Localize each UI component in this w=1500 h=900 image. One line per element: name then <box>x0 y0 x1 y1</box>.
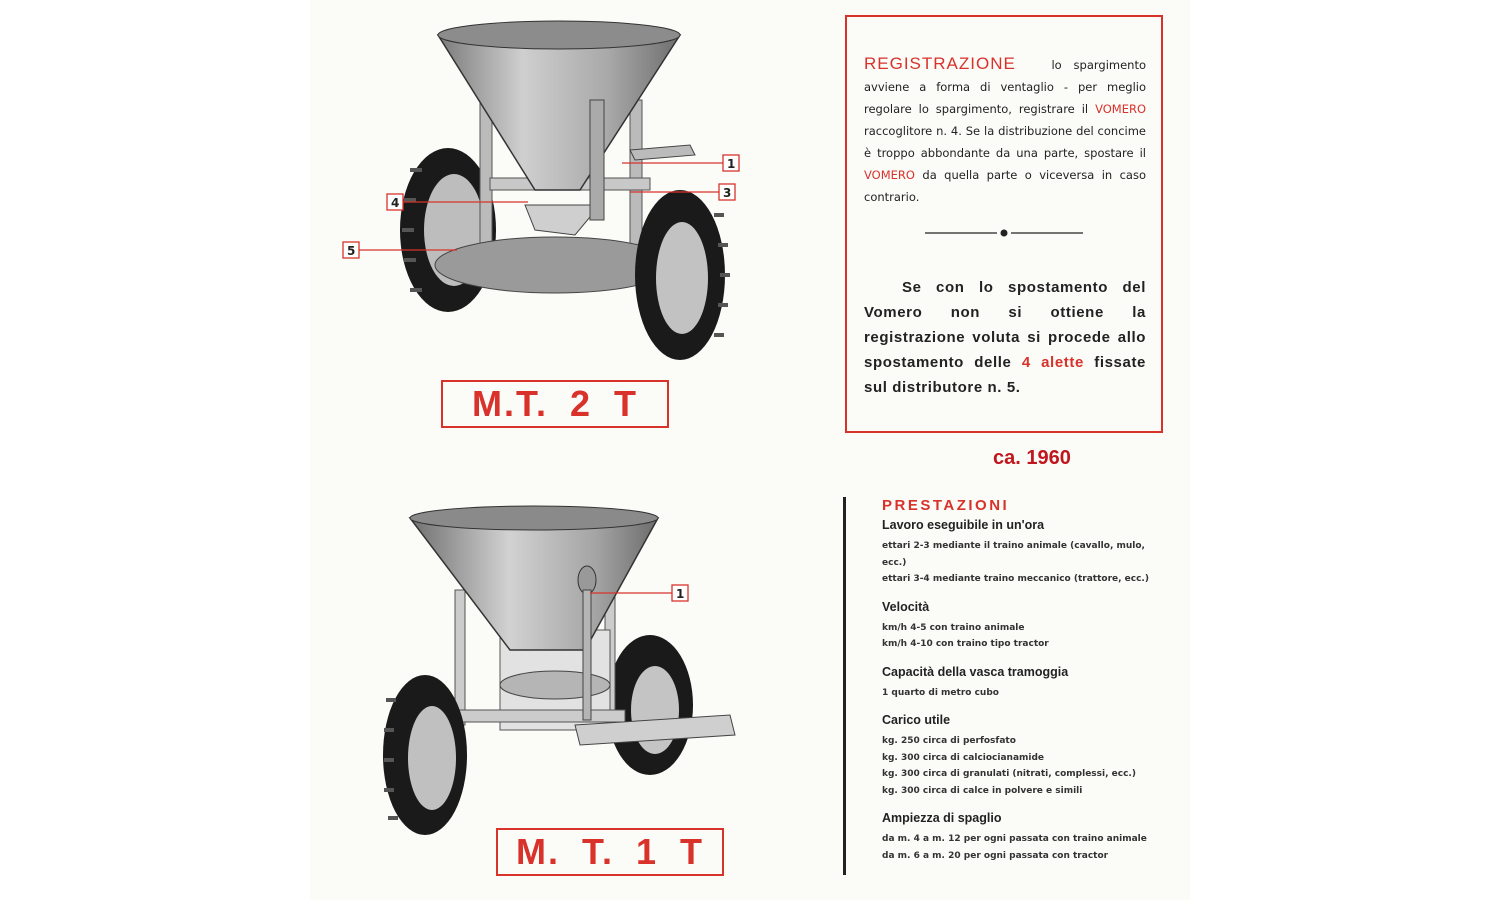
section-line: da m. 4 a m. 12 per ogni passata con traino animale <box>882 834 1147 844</box>
alette-text-a: Se con lo spostamento del Vomero non si ottiene la registrazione voluta si procede allo spostamento delle <box>864 279 1146 371</box>
callout-4-top-label: 4 <box>391 196 400 210</box>
registrazione-text-b: raccoglitore n. 4. Se la distribuzione del concime è troppo abbondante da una parte, spostare il <box>864 124 1146 160</box>
section-line: da m. 6 a m. 20 per ogni passata con tractor <box>882 850 1109 861</box>
callouts-top <box>330 140 750 270</box>
prestazioni-section <box>882 600 1173 653</box>
section-line: kg. 300 circa di granulati (nitrati, complessi, ecc.) <box>882 769 1136 779</box>
model-label-mt2t: M.T. 2 T <box>441 380 669 428</box>
section-heading: Lavoro eseguibile in un'ora <box>882 518 1045 532</box>
prestazioni-section <box>882 811 1173 864</box>
model-label-mt1t: M. T. 1 T <box>496 828 724 876</box>
section-heading: Ampiezza di spaglio <box>882 811 1002 825</box>
year-annotation: ca. 1960 <box>993 447 1071 469</box>
alette-highlight: 4 alette <box>1021 354 1084 371</box>
section-line: ettari 2-3 mediante il traino animale (cavallo, mulo, ecc.) <box>882 541 1145 568</box>
prestazioni-section <box>882 665 1173 702</box>
spreader-photo-mt1t <box>380 500 760 835</box>
callouts-bottom <box>580 580 700 610</box>
alette-paragraph <box>864 275 1146 400</box>
section-line: km/h 4-5 con traino animale <box>882 622 1025 633</box>
vomero-highlight-1: VOMERO <box>1095 102 1147 116</box>
section-line: km/h 4-10 con traino tipo tractor <box>882 639 1049 649</box>
registrazione-text-c: da quella parte o viceversa in caso contrario. <box>864 168 1147 204</box>
ornament-divider <box>925 227 1085 239</box>
callout-1-bottom-label: 1 <box>676 587 685 601</box>
callout-5-top-label: 5 <box>347 244 356 258</box>
registrazione-panel <box>845 15 1163 433</box>
prestazioni-section <box>882 518 1173 588</box>
prestazioni-panel <box>843 497 1173 875</box>
section-line: kg. 250 circa di perfosfato <box>882 736 1016 746</box>
registrazione-text-a: lo spargimento avviene a forma di ventaglio - per meglio regolare lo spargimento, registrare il <box>864 58 1146 116</box>
callout-3-top-label: 3 <box>723 186 732 200</box>
registrazione-title: REGISTRAZIONE <box>864 54 1016 73</box>
callout-1-top-label: 1 <box>727 157 736 171</box>
section-heading: Capacità della vasca tramoggia <box>882 664 1069 679</box>
registrazione-paragraph <box>864 53 1146 208</box>
section-heading: Velocità <box>882 599 930 614</box>
section-heading: Carico utile <box>882 713 951 727</box>
section-line: kg. 300 circa di calce in polvere e simili <box>882 785 1083 796</box>
prestazioni-title: PRESTAZIONI <box>882 497 1010 514</box>
prestazioni-section <box>882 713 1173 799</box>
alette-text-b: fissate sul distributore n. 5. <box>864 354 1146 396</box>
section-line: ettari 3-4 mediante traino meccanico (trattore, ecc.) <box>882 574 1149 584</box>
section-line: 1 quarto di metro cubo <box>882 687 999 698</box>
vomero-highlight-2: VOMERO <box>864 168 915 182</box>
section-line: kg. 300 circa di calciocianamide <box>882 752 1045 763</box>
